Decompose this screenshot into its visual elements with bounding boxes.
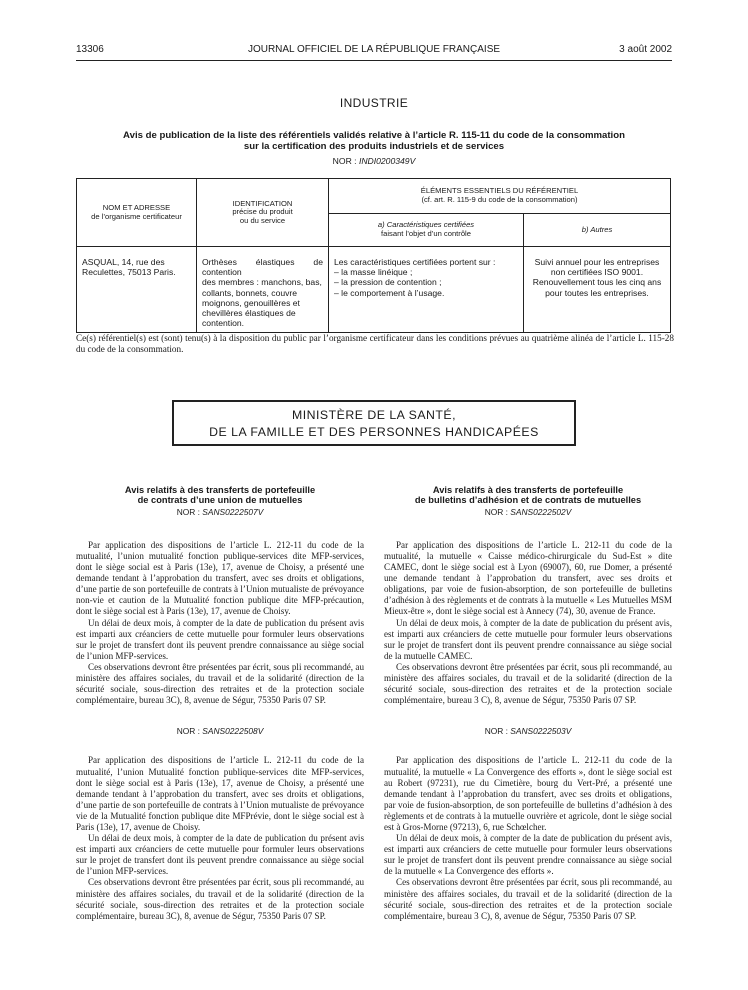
col-header-caracteristiques — [329, 214, 524, 247]
title-line: Avis relatifs à des transferts de portefeuille — [432, 485, 624, 495]
nor-code: SANS0222507V — [202, 506, 264, 517]
col-header-line: faisant l’objet d’un contrôle — [381, 229, 471, 238]
nor-label: NOR : — [484, 506, 508, 517]
cell-line: contention. — [202, 318, 245, 329]
paragraph: Ces observations devront être présentées par écrit, sous pli recommandé, au ministère des affaires sociales, du travail et de la solidarité (direction de la sécurité sociale, sous-direction des retraites et de la protection sociale complémentaire, bureau 3 C), 8, avenue de Ségur, 75350 Paris 07 SP. — [384, 877, 672, 921]
nor-reference — [76, 726, 364, 737]
paragraph: Un délai de deux mois, à compter de la date de publication du présent avis est imparti aux créanciers de cette mutuelle pour formuler leurs observations sur le projet de transfert dont ils peuvent prendre connaissance au siège social de l’union MFP-services. — [76, 617, 364, 661]
avis-nor — [0, 156, 748, 166]
cell-line: Renouvellement tous les cinq ans — [532, 277, 662, 288]
paragraph: Un délai de deux mois, à compter de la date de publication du présent avis, est imparti aux créanciers de cette mutuelle pour formuler leurs observations sur le projet de transfert dont ils peuvent prendre connaissance au siège social de la mutuelle CAMEC. — [384, 617, 672, 661]
col-header-line: de l’organisme certificateur — [91, 211, 182, 221]
cell-caracteristiques — [329, 247, 524, 333]
spacer — [384, 518, 672, 540]
spacer — [76, 518, 364, 540]
paragraph: Ces observations devront être présentées par écrit, sous pli recommandé, au ministère des affaires sociales, du travail et de la solidarité (direction de la sécurité sociale, sous-direction des retraites et de la protection sociale complémentaire, bureau 3 C), 8, avenue de Ségur, 75350 Paris 07 SP. — [384, 661, 672, 706]
nor-label: NOR : — [176, 726, 200, 737]
paragraph: Par application des dispositions de l’article L. 212-11 du code de la mutualité, la mutuelle « La Convergence des efforts », dont le siège social est au Robert (97231), rue du Cimetière, bourg du Vert-Pré, a présenté une demande tendant à l’approbation du transfert, avec ses droits et obligations, par voie de fusion-absorption, de son portefeuille de bulletins d’adhésion à des règlements et de contrats à la mutuelle ouvrière et agricole, dont le siège social est à Gros-Morne (97213), 6, rue Schœlcher. — [384, 755, 672, 832]
group-header-line: ÉLÉMENTS ESSENTIELS DU RÉFÉRENTIEL — [420, 186, 579, 196]
referentiel-table — [76, 178, 671, 333]
cell-line: pour toutes les entreprises. — [545, 287, 649, 298]
cell-line: moignons, genouillères et — [202, 297, 300, 308]
col-header-autres: b) Autres — [524, 214, 671, 247]
cell-line: non certifiées ISO 9001. — [550, 267, 644, 278]
nor-code: SANS0222508V — [202, 726, 264, 737]
paragraph: Par application des dispositions de l’article L. 212-11 du code de la mutualité, la mutuelle « Caisse médico-chirurgicale du Sud-Est » dite CAMEC, dont le siège social est à Lyon (69007), 60, rue Domer, a présenté une demande tendant à l’approbation du transfert, avec ses droits et obligations, par voie de fusion-absorption, de son portefeuille de bulletins d’adhésion à des règlements et de contrats à la mutuelle « Les Mutuelles MSM Mieux-être », dont le siège social est à Annecy (74), 30, avenue de France. — [384, 539, 672, 617]
issue-date: 3 août 2002 — [619, 44, 672, 55]
page-number: 13306 — [76, 44, 104, 55]
right-column — [384, 485, 672, 922]
paragraph: Par application des dispositions de l’article L. 212-11 du code de la mutualité, l’union Mutualité fonction publique-services dite MFP-services, dont le siège social est à Paris (13e), 17, avenue de Choisy, a présenté une demande tendant à l’approbation du transfert, avec ses droits et obligations, d’une partie de son portefeuille de contrats à l’Union mutualiste de prévoyance vie de la Mutualité fonction publique dite MFPrévie, dont le siège social est à Paris (13e), 17, avenue de Choisy. — [76, 755, 364, 832]
left-column-title — [76, 485, 364, 506]
nor-label: NOR : — [332, 156, 357, 166]
cell-line: collants, bonnets, couvre — [202, 287, 298, 298]
cell-line: – le comportement à l’usage. — [334, 287, 445, 298]
avis-title-line2: sur la certification des produits industriels et de services — [243, 140, 505, 152]
title-line: Avis relatifs à des transferts de portefeuille — [124, 485, 316, 495]
nor-code: INDI0200349V — [358, 156, 416, 166]
paragraph: Ces observations devront être présentées par écrit, sous pli recommandé, au ministère des affaires sociales, du travail et de la solidarité (direction de la sécurité sociale, sous-direction des retraites et de la protection sociale complémentaire, bureau 3C), 8, avenue de Ségur, 75350 Paris 07 SP. — [76, 877, 364, 921]
col-header-identification — [197, 179, 329, 247]
cell-line: Suivi annuel pour les entreprises — [534, 257, 660, 267]
cell-line: des membres : manchons, bas, — [202, 277, 322, 288]
paragraph: Un délai de deux mois, à compter de la date de publication du présent avis est imparti aux créanciers de cette mutuelle pour formuler leurs observations sur le projet de transfert dont ils peuvent prendre connaissance au siège social de l’union MFP-services. — [76, 833, 364, 877]
col-header-line: NOM ET ADRESSE — [102, 202, 171, 212]
avis-title-line1: Avis de publication de la liste des référentiels validés relative à l’article R. 115-11 du code de la consommation — [123, 130, 625, 141]
nor-reference — [384, 507, 672, 518]
cell-line: Reculettes, 75013 Paris. — [82, 267, 176, 278]
avis-title — [100, 131, 648, 152]
group-header-line: (cf. art. R. 115-9 du code de la consommation) — [421, 195, 578, 204]
section-title: INDUSTRIE — [339, 96, 409, 110]
nor-label: NOR : — [484, 726, 508, 737]
paragraph: Ces observations devront être présentées par écrit, sous pli recommandé, au ministère des affaires sociales, du travail et de la solidarité (direction de la sécurité sociale, sous-direction des retraites et de la protection sociale complémentaire, bureau 3C), 8, avenue de Ségur, 75350 Paris 07 SP. — [76, 661, 364, 706]
cell-line: Orthèses élastiques de contention — [202, 257, 323, 278]
ministry-line1: MINISTÈRE DE LA SANTÉ, — [291, 408, 457, 422]
cell-organisme — [77, 247, 197, 333]
table-header-row — [77, 179, 671, 214]
cell-line: ASQUAL, 14, rue des — [82, 257, 165, 267]
nor-code: SANS0222502V — [510, 506, 572, 517]
cell-identification — [197, 247, 329, 333]
title-line: de bulletins d’adhésion et de contrats de mutuelles — [414, 495, 642, 506]
title-line: de contrats d’une union de mutuelles — [137, 495, 303, 506]
col-header-line: précise du produit — [232, 207, 293, 217]
ministry-box — [172, 400, 576, 446]
ministry-line2: DE LA FAMILLE ET DES PERSONNES HANDICAPÉES — [209, 425, 539, 439]
journal-title: JOURNAL OFFICIEL DE LA RÉPUBLIQUE FRANÇAISE — [247, 44, 501, 55]
cell-autres — [524, 247, 671, 333]
reference-note: Ce(s) référentiel(s) est (sont) tenu(s) à la disposition du public par l’organisme certificateur dans les conditions prévues au quatrième alinéa de l’article L. 115-28 du code de la consommation. — [76, 333, 674, 354]
left-column — [76, 485, 364, 922]
cell-line: Les caractéristiques certifiées portent sur : — [334, 257, 496, 267]
col-header-line: IDENTIFICATION — [232, 198, 293, 208]
cell-line: – la masse linéique ; — [334, 267, 413, 278]
paragraph: Par application des dispositions de l’article L. 212-11 du code de la mutualité, l’union mutualité fonction publique-services dite MFP-services, dont le siège social est à Paris (13e), 17, avenue de Choisy, a présenté une demande tendant à l’approbation du transfert, avec ses droits et obligations, d’une partie de son portefeuille de contrats à l’Union mutualiste de prévoyance non-vie et caution de la Mutualité fonction publique dite MFP-précaution, dont le siège social est à Paris (13e), 17, avenue de Choisy. — [76, 539, 364, 617]
col-header-line: a) Caractéristiques certifiées — [377, 220, 475, 230]
col-header-line: ou du service — [239, 215, 286, 225]
cell-line: chevillères élastiques de — [202, 308, 296, 319]
paragraph: Un délai de deux mois, à compter de la date de publication du présent avis, est imparti aux créanciers de cette mutuelle pour formuler leurs observations sur le projet de transfert dont ils peuvent prendre connaissance au siège social de la mutuelle « La Convergence des efforts ». — [384, 833, 672, 877]
group-header-elements — [329, 179, 671, 214]
nor-code: SANS0222503V — [510, 726, 572, 737]
cell-line: – la pression de contention ; — [334, 277, 442, 288]
header-rule — [76, 60, 672, 61]
right-column-title — [384, 485, 672, 506]
nor-reference — [384, 726, 672, 737]
nor-reference — [76, 507, 364, 518]
col-header-organisme — [77, 179, 197, 247]
table-row — [77, 247, 671, 333]
nor-label: NOR : — [176, 506, 200, 517]
